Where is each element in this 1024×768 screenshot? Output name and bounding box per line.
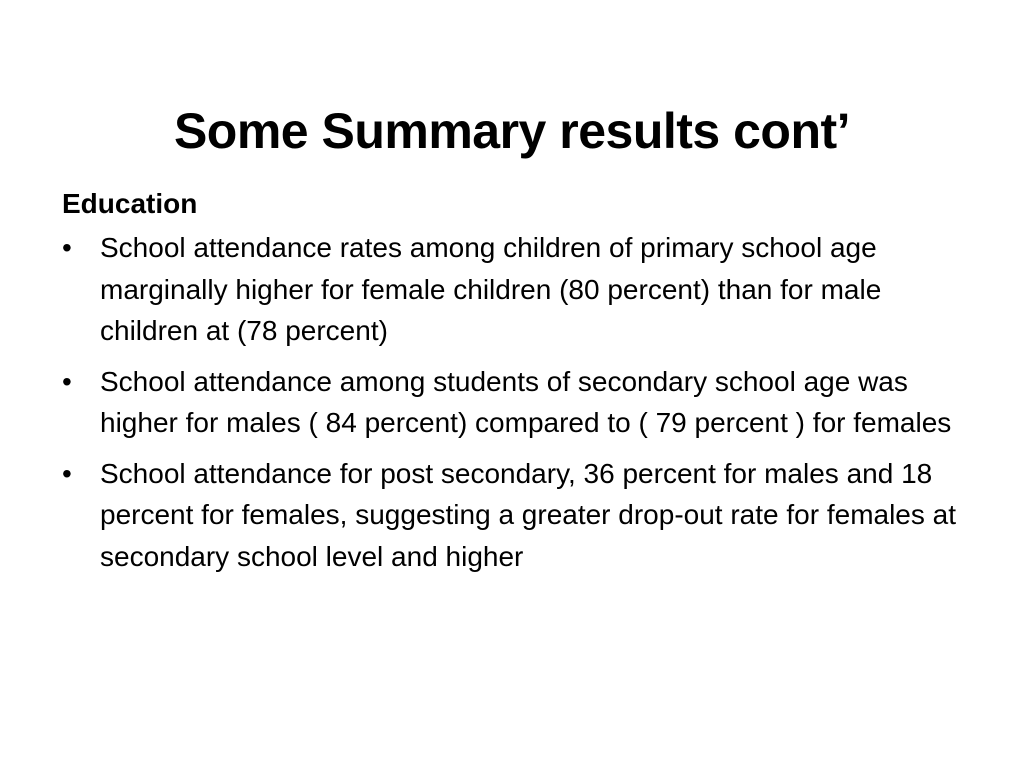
slide-title: Some Summary results cont’	[173, 102, 851, 159]
bullet-item: • School attendance rates among children of primary school age marginally higher for female children (80 percent) than for male children at (78 percent)	[62, 227, 972, 352]
bullet-list	[62, 227, 972, 577]
bullet-item: • School attendance among students of secondary school age was higher for males ( 84 percent) compared to ( 79 percent ) for females	[62, 361, 972, 444]
bullet-item: • School attendance for post secondary, 36 percent for males and 18 percent for females, suggesting a greater drop-out rate for females at secondary school level and higher	[62, 453, 972, 578]
slide-content	[62, 183, 972, 586]
section-heading: Education	[62, 188, 198, 219]
